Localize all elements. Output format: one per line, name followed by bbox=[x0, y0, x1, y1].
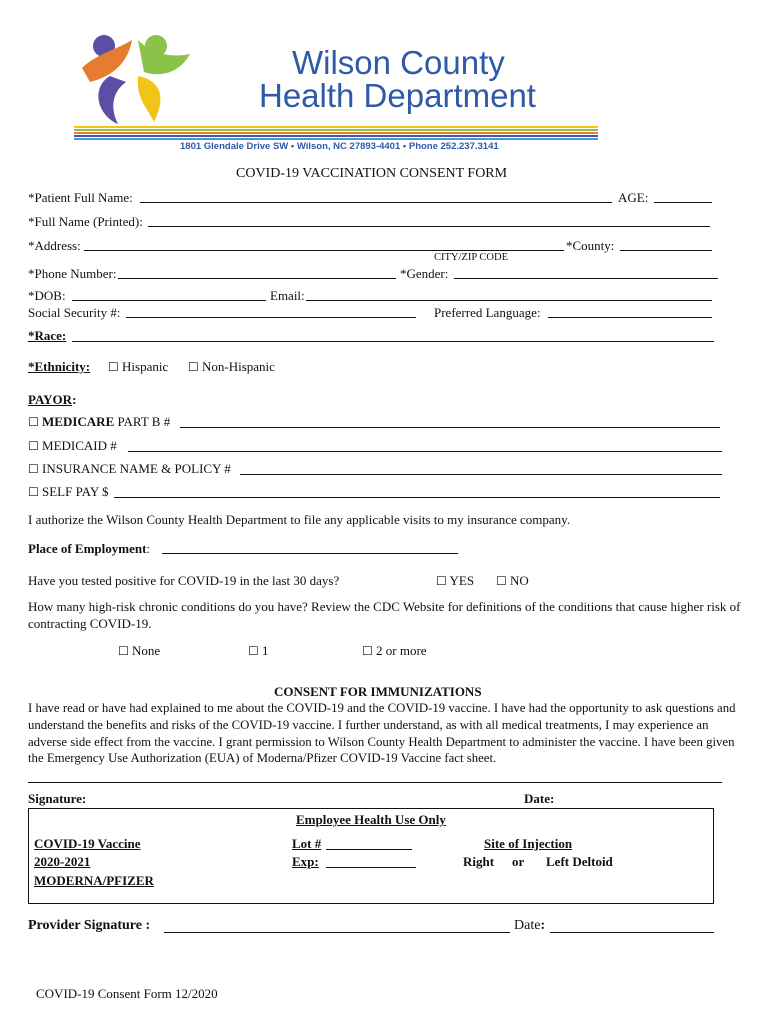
exp-field[interactable] bbox=[326, 867, 416, 868]
option-label: Hispanic bbox=[122, 359, 169, 374]
provider-signature-field[interactable] bbox=[164, 932, 510, 933]
vaccine-manufacturer: MODERNA/PFIZER bbox=[34, 873, 154, 888]
dob-label: *DOB: bbox=[28, 288, 66, 303]
employment-label: Place of Employment bbox=[28, 541, 147, 556]
county-field[interactable] bbox=[620, 250, 712, 251]
language-label: Preferred Language: bbox=[434, 305, 541, 320]
email-label: Email: bbox=[270, 288, 305, 303]
option-label: 2 or more bbox=[376, 643, 427, 658]
chronic-one-option[interactable] bbox=[248, 643, 269, 659]
email-field[interactable] bbox=[306, 300, 712, 301]
selfpay-label: SELF PAY $ bbox=[42, 484, 109, 499]
provider-date-colon: : bbox=[540, 918, 546, 933]
right-option[interactable]: Right bbox=[463, 854, 495, 869]
org-title-line2: Health Department bbox=[259, 77, 536, 114]
header-stripes bbox=[74, 126, 598, 140]
employment-field[interactable] bbox=[162, 553, 458, 554]
age-label: AGE: bbox=[618, 190, 649, 205]
phone-label: *Phone Number: bbox=[28, 266, 117, 281]
lot-label: Lot # bbox=[292, 836, 322, 851]
provider-date-field[interactable] bbox=[550, 932, 714, 933]
authorize-text: I authorize the Wilson County Health Department to file any applicable visits to my insurance company. bbox=[28, 512, 571, 527]
patient-name-label: *Patient Full Name: bbox=[28, 190, 133, 205]
gender-field[interactable] bbox=[454, 278, 718, 279]
site-label: Site of Injection bbox=[484, 836, 573, 851]
vaccine-label: COVID-19 Vaccine bbox=[34, 836, 141, 851]
ethnicity-hispanic-option[interactable] bbox=[108, 359, 168, 375]
chronic-none-option[interactable] bbox=[118, 643, 160, 659]
address-field[interactable] bbox=[84, 250, 564, 251]
full-name-printed-label: *Full Name (Printed): bbox=[28, 214, 143, 229]
language-field[interactable] bbox=[548, 317, 712, 318]
form-title: COVID-19 VACCINATION CONSENT FORM bbox=[236, 166, 508, 181]
provider-date-label: Date bbox=[514, 918, 541, 933]
option-label: 1 bbox=[262, 643, 269, 658]
chronic-question: How many high-risk chronic conditions do you have? Review the CDC Website for definitions of the conditions that cause higher risk of contracting COVID-19. bbox=[28, 599, 741, 631]
insurance-label: INSURANCE NAME & POLICY # bbox=[42, 461, 231, 476]
ethnicity-label: *Ethnicity: bbox=[28, 359, 91, 374]
payor-selfpay-option[interactable] bbox=[28, 484, 109, 500]
logo-icon bbox=[76, 32, 196, 128]
org-address: 1801 Glendale Drive SW • Wilson, NC 27893-4401 • Phone 252.237.3141 bbox=[180, 141, 499, 152]
checkbox-icon: ☐ bbox=[28, 485, 39, 499]
checkbox-icon: ☐ bbox=[28, 439, 39, 453]
race-label: *Race: bbox=[28, 328, 67, 343]
footer-text: COVID-19 Consent Form 12/2020 bbox=[36, 986, 218, 1001]
payor-medicare-option[interactable] bbox=[28, 414, 170, 430]
age-field[interactable] bbox=[654, 202, 712, 203]
race-field[interactable] bbox=[72, 341, 714, 342]
full-name-printed-field[interactable] bbox=[148, 226, 710, 227]
or-label: or bbox=[512, 854, 525, 869]
tested-question: Have you tested positive for COVID-19 in the last 30 days? bbox=[28, 573, 340, 588]
checkbox-icon: ☐ bbox=[248, 644, 259, 658]
insurance-field[interactable] bbox=[240, 474, 722, 475]
checkbox-icon: ☐ bbox=[28, 462, 39, 476]
medicare-field[interactable] bbox=[180, 427, 720, 428]
checkbox-icon: ☐ bbox=[436, 574, 447, 588]
option-label: Non-Hispanic bbox=[202, 359, 275, 374]
vaccine-year: 2020-2021 bbox=[34, 854, 91, 869]
employment-colon: : bbox=[146, 541, 151, 556]
signature-label: Signature: bbox=[28, 791, 87, 806]
option-label: NO bbox=[510, 573, 529, 588]
medicare-part-b-label: PART B # bbox=[114, 414, 171, 429]
date-label: Date: bbox=[524, 791, 555, 806]
org-title-line1: Wilson County bbox=[292, 44, 505, 81]
provider-signature-label: Provider Signature : bbox=[28, 918, 151, 933]
dob-field[interactable] bbox=[72, 300, 266, 301]
signature-line[interactable] bbox=[28, 782, 722, 783]
checkbox-icon: ☐ bbox=[108, 360, 119, 374]
medicare-label: MEDICARE bbox=[42, 414, 115, 429]
payor-heading bbox=[28, 392, 76, 408]
left-deltoid-option[interactable]: Left Deltoid bbox=[546, 854, 613, 869]
city-zip-label: CITY/ZIP CODE bbox=[434, 252, 508, 263]
checkbox-icon: ☐ bbox=[188, 360, 199, 374]
gender-label: *Gender: bbox=[400, 266, 449, 281]
employment-row bbox=[28, 541, 150, 557]
option-label: YES bbox=[449, 573, 475, 588]
county-label: *County: bbox=[566, 238, 615, 253]
checkbox-icon: ☐ bbox=[362, 644, 373, 658]
employee-health-title: Employee Health Use Only bbox=[296, 812, 446, 827]
tested-yes-option[interactable] bbox=[436, 573, 474, 589]
payor-colon: : bbox=[72, 392, 77, 407]
medicaid-label: MEDICAID # bbox=[42, 438, 117, 453]
patient-name-field[interactable] bbox=[140, 202, 612, 203]
consent-text: I have read or have had explained to me about the COVID-19 and the COVID-19 vaccine. I have had the opportunity to ask questions and understand the benefits and risks of the COVID-19 vaccine. I further understand, as with all medical treatments, I may experience an adverse side effect from the vaccine. I grant permission to Wilson County Health Department to administer the vaccine. I have been given the Emergency Use Authorization (EUA) of Moderna/Pfizer COVID-19 Vaccine fact sheet. bbox=[28, 701, 736, 766]
address-label: *Address: bbox=[28, 238, 81, 253]
exp-label: Exp: bbox=[292, 854, 319, 869]
option-label: None bbox=[132, 643, 161, 658]
lot-field[interactable] bbox=[326, 849, 412, 850]
checkbox-icon: ☐ bbox=[496, 574, 507, 588]
consent-heading: CONSENT FOR IMMUNIZATIONS bbox=[274, 684, 482, 699]
provider-date-row bbox=[514, 918, 545, 934]
ethnicity-non-hispanic-option[interactable] bbox=[188, 359, 275, 375]
tested-no-option[interactable] bbox=[496, 573, 529, 589]
checkbox-icon: ☐ bbox=[28, 415, 39, 429]
medicaid-field[interactable] bbox=[128, 451, 722, 452]
phone-field[interactable] bbox=[118, 278, 396, 279]
selfpay-field[interactable] bbox=[114, 497, 720, 498]
checkbox-icon: ☐ bbox=[118, 644, 129, 658]
chronic-two-plus-option[interactable] bbox=[362, 643, 427, 659]
payor-label: PAYOR bbox=[28, 392, 73, 407]
payor-medicaid-option[interactable] bbox=[28, 438, 117, 454]
payor-insurance-option[interactable] bbox=[28, 461, 231, 477]
ssn-field[interactable] bbox=[126, 317, 416, 318]
ssn-label: Social Security #: bbox=[28, 305, 121, 320]
